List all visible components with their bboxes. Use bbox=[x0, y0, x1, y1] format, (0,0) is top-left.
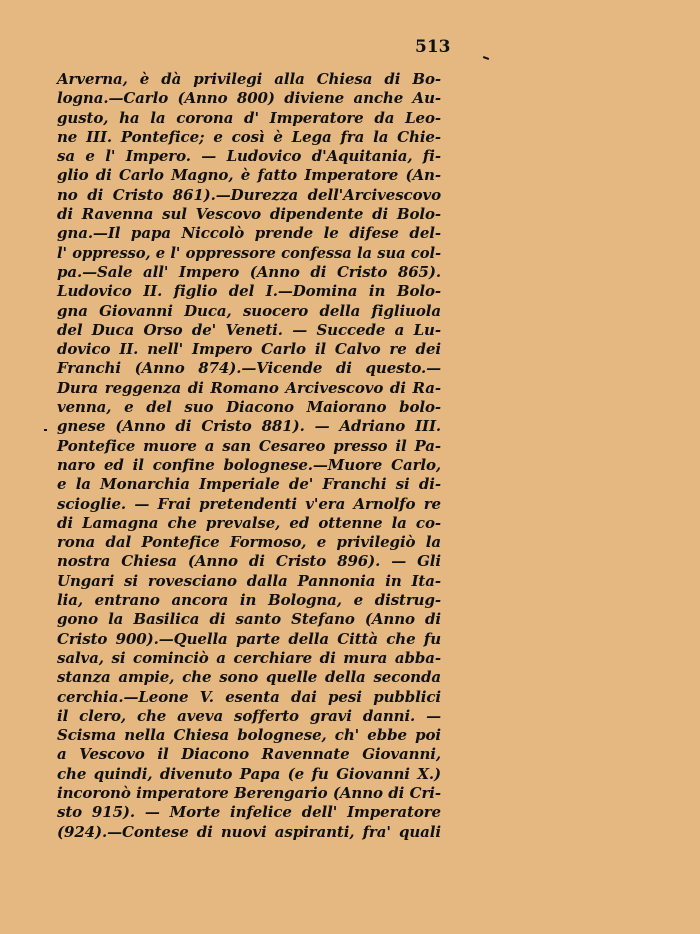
text-line: no di Cristo 861).—Durezza dell'Arcivescovo bbox=[57, 185, 441, 204]
text-line: di Ravenna sul Vescovo dipendente di Bolo- bbox=[57, 205, 441, 224]
text-line: e la Monarchia Imperiale de' Franchi si di- bbox=[57, 475, 441, 494]
text-line: gna Giovanni Duca, suocero della figliuola bbox=[57, 301, 441, 320]
text-line: il clero, che aveva sofferto gravi danni. — bbox=[57, 706, 441, 725]
text-line: scioglie. — Frai pretendenti v'era Arnolfo re bbox=[57, 494, 441, 513]
text-line: cerchia.—Leone V. esenta dai pesi pubblici bbox=[57, 687, 441, 706]
text-line: a Vescovo il Diacono Ravennate Giovanni, bbox=[57, 745, 441, 764]
text-line: venna, e del suo Diacono Maiorano bolo- bbox=[57, 398, 441, 417]
text-line: Dura reggenza di Romano Arcivescovo di Ra- bbox=[57, 378, 441, 397]
text-line: sa e l' Impero. — Ludovico d'Aquitania, fi- bbox=[57, 147, 441, 166]
body-text bbox=[57, 70, 441, 842]
text-line: Scisma nella Chiesa bolognese, ch' ebbe poi bbox=[57, 726, 441, 745]
text-line: ne III. Pontefice; e così è Lega fra la Chie- bbox=[57, 127, 441, 146]
text-line: Franchi (Anno 874).—Vicende di questo.— bbox=[57, 359, 441, 378]
text-line: gusto, ha la corona d' Imperatore da Leo- bbox=[57, 108, 441, 127]
text-line: Ludovico II. figlio del I.—Domina in Bolo- bbox=[57, 282, 441, 301]
text-line: nostra Chiesa (Anno di Cristo 896). — Gli bbox=[57, 552, 441, 571]
text-line: l' oppresso, e l' oppressore confessa la sua col- bbox=[57, 244, 441, 262]
text-line: salva, si cominciò a cerchiare di mura abba- bbox=[57, 648, 441, 667]
text-line: Arverna, è dà privilegi alla Chiesa di Bo- bbox=[57, 70, 441, 88]
text-line: gono la Basilica di santo Stefano (Anno di bbox=[57, 610, 441, 629]
text-line: logna.—Carlo (Anno 800) diviene anche Au- bbox=[57, 89, 441, 108]
text-line: (924).—Contese di nuovi aspiranti, fra' quali bbox=[57, 822, 441, 841]
text-line: dovico II. nell' Impero Carlo il Calvo re dei bbox=[57, 340, 441, 359]
text-line: che quindi, divenuto Papa (e fu Giovanni X.) bbox=[57, 764, 441, 783]
text-line: gnese (Anno di Cristo 881). — Adriano III. bbox=[57, 417, 441, 436]
ink-mark bbox=[483, 56, 489, 60]
ink-mark bbox=[44, 429, 47, 431]
text-line: gna.—Il papa Niccolò prende le difese del- bbox=[57, 224, 441, 243]
text-line: incoronò imperatore Berengario (Anno di Cri- bbox=[57, 783, 441, 802]
text-line: sto 915). — Morte infelice dell' Imperatore bbox=[57, 803, 441, 822]
text-line: Pontefice muore a san Cesareo presso il Pa- bbox=[57, 436, 441, 455]
text-line: pa.—Sale all' Impero (Anno di Cristo 865). bbox=[57, 262, 441, 281]
text-line: naro ed il confine bolognese.—Muore Carlo, bbox=[57, 455, 441, 474]
text-line: stanza ampie, che sono quelle della seconda bbox=[57, 668, 441, 687]
text-line: glio di Carlo Magno, è fatto Imperatore (An- bbox=[57, 166, 441, 185]
text-line: rona dal Pontefice Formoso, e privilegiò la bbox=[57, 533, 441, 552]
text-line: di Lamagna che prevalse, ed ottenne la co- bbox=[57, 513, 441, 532]
text-line: Ungari si rovesciano dalla Pannonia in Ita- bbox=[57, 571, 441, 590]
text-line: del Duca Orso de' Veneti. — Succede a Lu- bbox=[57, 320, 441, 339]
text-line: Cristo 900).—Quella parte della Città che fu bbox=[57, 629, 441, 648]
text-line: lia, entrano ancora in Bologna, e distrug- bbox=[57, 591, 441, 610]
page-number: 513 bbox=[415, 37, 451, 57]
